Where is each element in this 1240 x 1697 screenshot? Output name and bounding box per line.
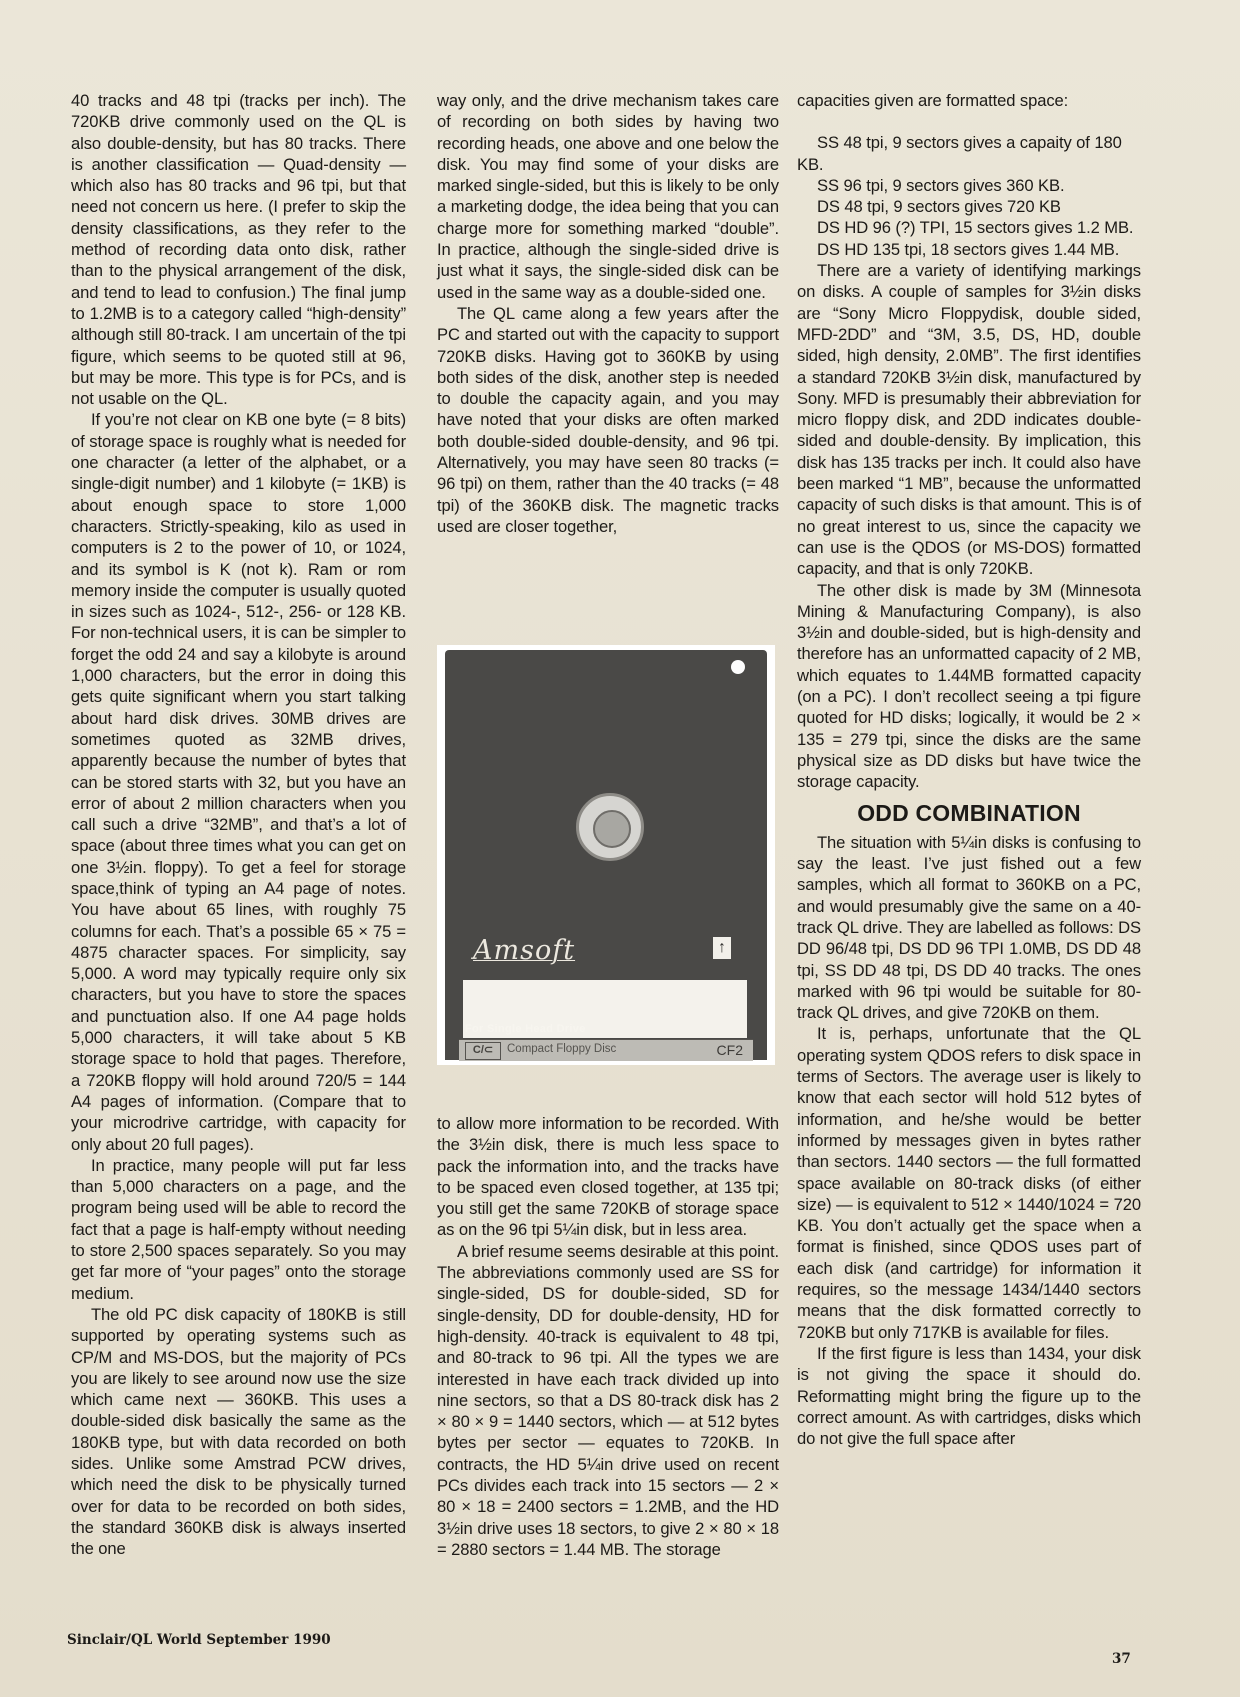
compact-floppy-logo-icon: C/⊂ [465, 1042, 501, 1060]
column-2-top-text [437, 90, 779, 537]
paragraph: 40 tracks and 48 tpi (tracks per inch). The 720KB drive commonly used on the QL is also double-density, but has 80 tracks. There is another classification — Quad-density — which also has 80 tracks and 96 tpi, but that need not concern us here. (I prefer to skip the density classifications, as they refer to the method of recording data onto disk, rather than to the physical arrangement of the disk, and tend to lead to confusion.) The final jump to 1.2MB is to a category called “high-density” although still 80-track. I am uncertain of the tpi figure, which seems to be quoted still at 96, but may be more. This type is for PCs, and is not usable on the QL. [71, 91, 406, 409]
disk-info-strip [459, 1039, 753, 1061]
text-column-3 [797, 90, 1141, 1449]
paragraph: The old PC disk capacity of 180KB is still supported by operating systems such as CP/M and MS-DOS, but the majority of PCs you are likely to see around now use the size which came next — 360KB. This uses a double-sided disk basically the same as the 180KB type, but with data recorded on both sides. Unlike some Amstrad PCW drives, which need the disk to be physically turned over for data to be recorded on both sides, the standard 360KB disk is always inserted the one [71, 1304, 406, 1559]
paragraph: to allow more information to be recorded. With the 3½in disk, there is much less space to pack the information into, and the tracks have to be spaced even closed together, at 135 tpi; you still get the same 720KB of storage space as on the 96 tpi 5¼in disk, but in less area. [437, 1114, 779, 1240]
paragraph: A brief resume seems desirable at this point. The abbreviations commonly used are SS for single-sided, DS for double-sided, SD for single-density, DD for double-density, HD for high-density. 40-track is equivalent to 48 tpi, and 80-track to 96 tpi. All the types we are interested in have each track divided up into nine sectors, so that a DS 80-track disk has 2 × 80 × 9 = 1440 sectors, which — at 512 bytes bytes per sector — equates to 720KB. In contracts, the HD 5¼in drive used on recent PCs divides each track into 15 sectors — 2 × 80 × 18 = 2400 sectors = 1.2MB, and the HD 3½in drive uses 18 sectors, to give 2 × 80 × 18 = 2880 sectors = 1.44 MB. The storage [437, 1241, 780, 1559]
disk-type-text: Compact Floppy Disc [507, 1043, 617, 1055]
disk-shell [445, 650, 767, 1060]
paragraph: In practice, many people will put far less than 5,000 characters on a page, and the program being used will be able to record the fact that a page is half-empty without needing to store 2,500 spaces separately. So you may get far more of “your pages” onto the storage medium. [71, 1155, 406, 1303]
paragraph: way only, and the drive mechanism takes care of recording on both sides by having two recording heads, one above and one below the disk. You may find some of your disks are marked single-sided, but this is likely to be only a marketing dodge, the idea being that you can charge more for something marked “double”. In practice, although the single-sided drive is just what it says, the single-sided disk can be used in the same way as a double-sided one. [437, 91, 779, 302]
paragraph: There are a variety of identifying markings on disks. A couple of samples for 3½in disks are “Sony Micro Floppydisk, double sided, MFD-2DD” and “3M, 3.5, DS, HD, double sided, high density, 2.0MB”. The first identifies a standard 720KB 3½in disk, manufactured by Sony. MFD is presumably their abbreviation for micro floppy disk, and 2DD indicates double-sided and double-density. By implication, this disk has 135 tracks per inch. It could also have been marked “1 MB”, because the unformatted capacity of such disks is that amount. This is of no great interest to us, since the capacity we can use is the QDOS (or MS-DOS) formatted capacity, and that is only 720KB. [797, 261, 1141, 579]
paragraph: capacities given are formatted space: [797, 91, 1069, 110]
write-protect-hole [731, 660, 745, 674]
column-2-bottom-text [437, 1113, 779, 1560]
spec-line: SS 96 tpi, 9 sectors gives 360 KB. [817, 175, 1065, 195]
disk-hub [576, 793, 644, 861]
paragraph: The situation with 5¼in disks is confusing to say the least. I’ve just fished out a few samples, which all format to 360KB on a PC, and would presumably give the same on a 40-track QL drive. They are labelled as follows: DS DD 96/48 tpi, DS DD 96 TPI 1.0MB, DS DD 48 tpi, SS DD 48 tpi, DS DD 40 tracks. The ones marked with 96 tpi would be suitable for 80-track QL drives, and give 720KB on them. [797, 832, 1141, 1023]
paragraph: The other disk is made by 3M (Minnesota Mining & Manufacturing Company), is also 3½in and double-sided, but is high-density and therefore has an unformatted capacity of 2 MB, which equates to 1.44MB formatted capacity (on a PC). I don’t recollect seeing a tpi figure quoted for HD disks; logically, it would be 2 × 135 = 279 tpi, since the disks are the same physical size as DD disks but have twice the storage capacity. [797, 580, 1141, 792]
page-number: 37 [1112, 1651, 1131, 1667]
spec-line: DS HD 135 tpi, 18 sectors gives 1.44 MB. [817, 239, 1120, 259]
spec-line: SS 48 tpi, 9 sectors gives a capaity of 180 KB. [797, 133, 1122, 174]
floppy-disk-photo [437, 645, 775, 1065]
spec-line: DS HD 96 (?) TPI, 15 sectors gives 1.2 MB. [817, 218, 1134, 238]
section-heading: ODD COMBINATION [857, 799, 1081, 826]
arrow-up-icon: ↑ [713, 937, 731, 959]
paragraph: If you’re not clear on KB one byte (= 8 bits) of storage space is roughly what is needed for one character (a letter of the alphabet, or a single-digit number) and 1 kilobyte (= 1KB) is about enough space to store 1,000 characters. Strictly-speaking, kilo as used in computers is 2 to the power of 10, or 1024, and its symbol is K (not k). Ram or rom memory inside the computer is usually quoted in sizes such as 1024-, 512-, 256- or 128 KB. For non-technical users, it is can be simpler to forget the odd 24 and say a kilobyte is around 1,000 characters, but the error in doing this gets quite significant whern you start talking about hard disk drives. 30MB drives are sometimes quoted as 32MB drives, apparently because the number of bytes that can be stored starts with 32, but you have an error of about 2 million characters when you call such a drive “32MB”, and that’s a lot of space (about three times what you can get on one 3½in. floppy). To get a feel for storage space,think of typing an A4 page of notes. You have about 65 lines, with roughly 75 columns for each. That’s a possible 65 × 75 = 4875 character spaces. For simplicity, say 5,000. A word may typically require only six characters, but you have to store the spaces and punctuation also. If one A4 page holds 5,000 characters, it will take about 5 KB storage space to hold that pages. Therefore, a 720KB floppy will hold around 720/5 = 144 A4 pages of information. (Compare that to your microdrive cartridge, with capacity for only about 20 full pages). [71, 410, 406, 1154]
disk-brand-logo: Amsoft [473, 935, 576, 966]
spec-line: DS 48 tpi, 9 sectors gives 720 KB [817, 197, 1061, 217]
disk-drive-text: For Single Head Drive [465, 1023, 586, 1035]
magazine-footer: Sinclair/QL World September 1990 [67, 1632, 331, 1648]
disk-model-text: CF2 [716, 1042, 743, 1058]
text-column-1 [71, 90, 406, 1559]
paragraph: The QL came along a few years after the PC and started out with the capacity to support 720KB disks. Having got to 360KB by using both sides of the disk, another step is needed to double the capacity again, and you may have noted that your disks are often marked both double-sided double-density, and 96 tpi. Alternatively, you may have seen 80 tracks (= 96 tpi) on them, rather than the 40 tracks (= 48 tpi) of the 360KB disk. The magnetic tracks used are closer together, [437, 303, 779, 536]
disk-hub-center [593, 810, 631, 848]
paragraph: If the first figure is less than 1434, your disk is not giving the space it should do. Reformatting might bring the figure up to the correct amount. As with cartridges, disks which do not give the full space after [797, 1343, 1141, 1449]
paragraph: It is, perhaps, unfortunate that the QL operating system QDOS refers to disk space in terms of Sectors. The average user is likely to know that each sector will hold 512 bytes of information, and he/she would be better informed by messages given in bytes rather than sectors. 1440 sectors — the full formatted space available on 80-track disks (of either size) — is equivalent to 512 × 1440/1024 = 720 KB. You don’t actually get the space when a format is finished, since QDOS uses part of each disk (and cartridge) for information it requires, so the message 1434/1440 sectors means that the disk formatted correctly to 720KB but only 717KB is available for files. [797, 1024, 1141, 1342]
